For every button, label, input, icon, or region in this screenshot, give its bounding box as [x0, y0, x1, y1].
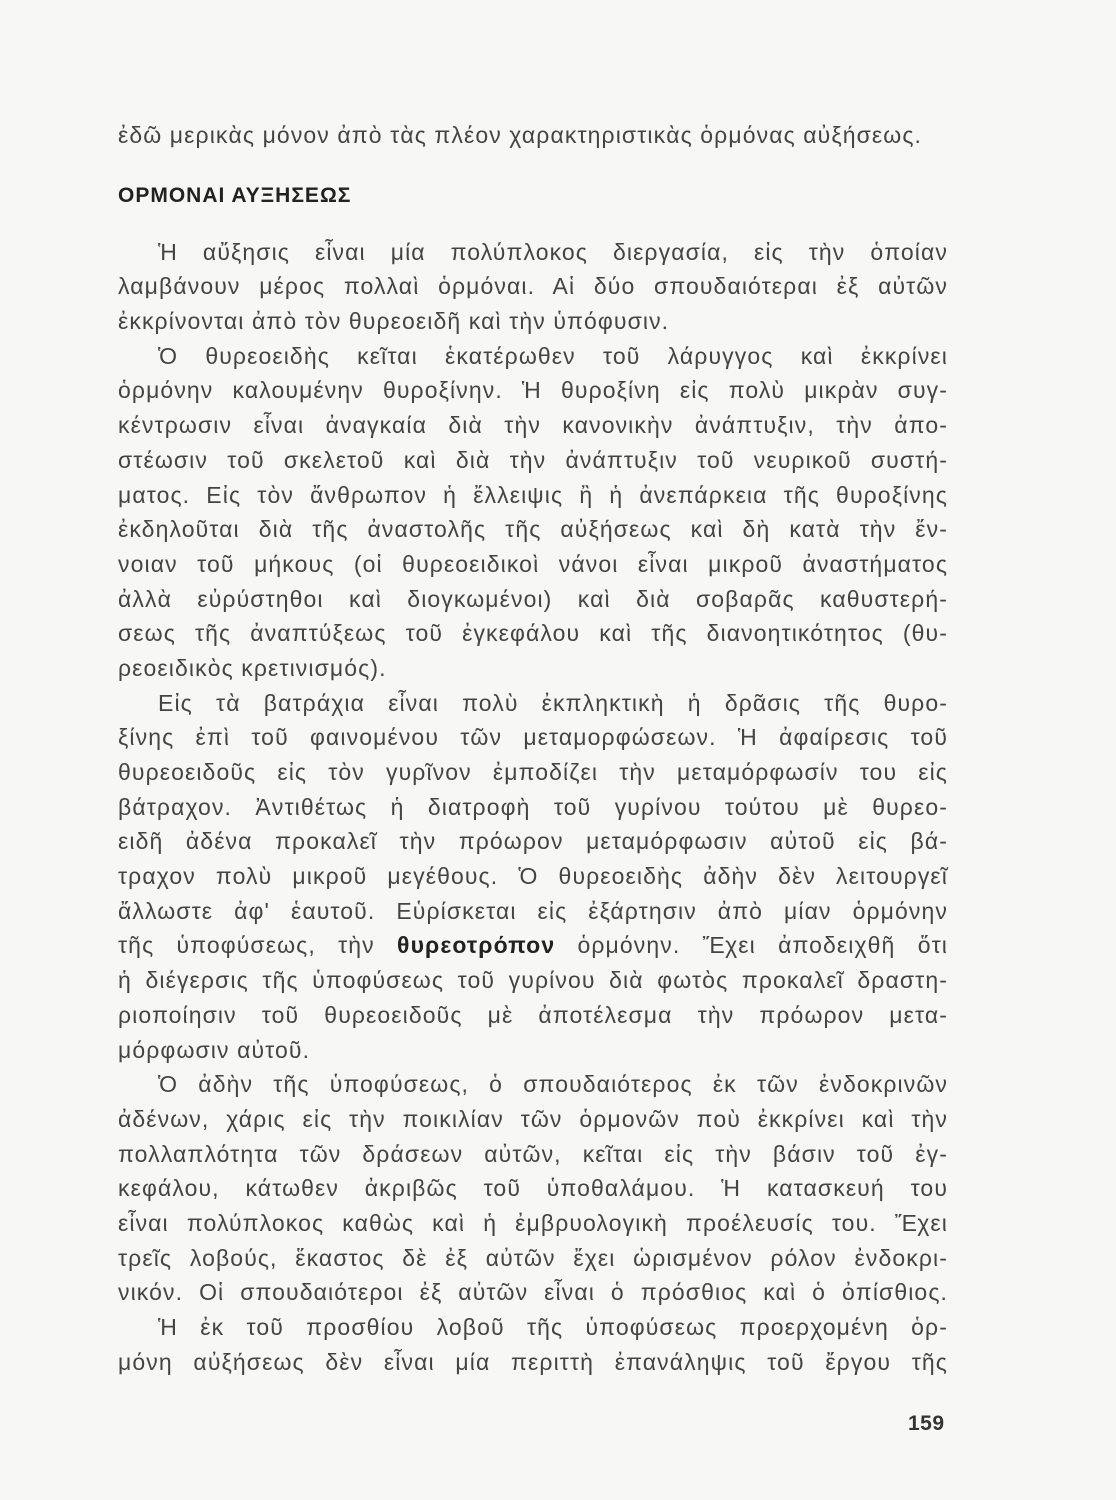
text-line: νικόν. Οἱ σπουδαιότεροι ἐξ αὐτῶν εἶναι ὁ πρόσθιος καὶ ὁ ὀπίσθιος. — [118, 1279, 948, 1306]
text-line: κέντρωσιν εἶναι ἀναγκαία διὰ τὴν κανονικὴν ἀνάπτυξιν, τὴν ἀπο- — [118, 412, 948, 439]
text-line: στέωσιν τοῦ σκελετοῦ καὶ διὰ τὴν ἀνάπτυξιν τοῦ νευρικοῦ συστή- — [118, 446, 948, 473]
text-line: λαμβάνουν μέρος πολλαὶ ὁρμόναι. Αἱ δύο σπουδαιότεραι ἐξ αὐτῶν — [118, 273, 948, 300]
page-number: 159 — [908, 1412, 945, 1435]
text-line: πολλαπλότητα τῶν δράσεων αὐτῶν, κεῖται εἰς τὴν βάσιν τοῦ ἐγ- — [118, 1140, 948, 1167]
text-line: κεφάλου, κάτωθεν ἀκριβῶς τοῦ ὑποθαλάμου. Ἡ κατασκευή του — [118, 1175, 948, 1202]
text-line: τραχον πολὺ μικροῦ μεγέθους. Ὁ θυρεοειδὴς ἀδὴν δὲν λειτουργεῖ — [118, 863, 948, 890]
spacer — [118, 153, 948, 179]
text-line: ἀδένων, χάρις εἰς τὴν ποικιλίαν τῶν ὁρμονῶν ποὺ ἐκκρίνει καὶ τὴν — [118, 1105, 948, 1132]
text-line: ὁρμόνην καλουμένην θυροξίνην. Ἡ θυροξίνη εἰς πολὺ μικρὰν συγ- — [118, 377, 948, 404]
text-line: ρεοειδικὸς κρετινισμός). — [118, 654, 387, 681]
text-line: ριοποίησιν τοῦ θυρεοειδοῦς μὲ ἀποτέλεσμα τὴν πρόωρον μετα- — [118, 1001, 948, 1028]
section-heading: ΟΡΜΟΝΑΙ ΑΥΞΗΣΕΩΣ — [118, 183, 352, 207]
text-line: ματος. Εἰς τὸν ἄνθρωπον ἡ ἔλλειψις ἢ ἡ ἀνεπάρκεια τῆς θυροξίνης — [118, 481, 948, 508]
bold-term: θυρεοτρόπον — [397, 932, 556, 959]
text-line: Ἡ ἐκ τοῦ προσθίου λοβοῦ τῆς ὑποφύσεως προερχομένη ὁρ- — [158, 1314, 948, 1340]
text-line: Εἰς τὰ βατράχια εἶναι πολὺ ἐκπληκτικὴ ἡ δρᾶσις τῆς θυρο- — [158, 689, 948, 716]
text-line: Ὁ θυρεοειδὴς κεῖται ἑκατέρωθεν τοῦ λάρυγγος καὶ ἐκκρίνει — [158, 342, 948, 369]
text-line: ἀλλὰ εὐρύστηθοι καὶ διογκωμένοι) καὶ διὰ σοβαρᾶς καθυστερή- — [118, 585, 948, 612]
text-line: εἶναι πολύπλοκος καθὼς καὶ ἡ ἐμβρυολογικὴ προέλευσίς του. Ἔχει — [118, 1209, 948, 1236]
text-line: ἐκκρίνονται ἀπὸ τὸν θυρεοειδῆ καὶ τὴν ὑπόφυσιν. — [118, 308, 670, 335]
text-line: ἐκδηλοῦται διὰ τῆς ἀναστολῆς τῆς αὐξήσεως καὶ δὴ κατὰ τὴν ἔν- — [118, 516, 948, 543]
text-line-with-bold — [118, 928, 948, 963]
text-line: ἄλλωστε ἀφ' ἑαυτοῦ. Εὑρίσκεται εἰς ἐξάρτησιν ἀπὸ μίαν ὁρμόνην — [118, 897, 948, 924]
text-line: ξίνης ἐπὶ τοῦ φαινομένου τῶν μεταμορφώσεων. Ἡ ἀφαίρεσις τοῦ — [118, 724, 948, 751]
text-line: μόρφωσιν αὐτοῦ. — [118, 1036, 311, 1063]
text-line: νοιαν τοῦ μήκους (οἱ θυρεοειδικοὶ νάνοι εἶναι μικροῦ ἀναστήματος — [118, 550, 948, 577]
text-fragment: τῆς ὑποφύσεως, τὴν — [118, 932, 398, 959]
text-line: βάτραχον. Ἀντιθέτως ἡ διατροφὴ τοῦ γυρίνου τούτου μὲ θυρεο- — [118, 793, 948, 820]
text-line: ἡ διέγερσις τῆς ὑποφύσεως τοῦ γυρίνου διὰ φωτὸς προκαλεῖ δραστη- — [118, 967, 948, 994]
text-line: Ἡ αὔξησις εἶναι μία πολύπλοκος διεργασία, εἰς τὴν ὁποίαν — [158, 238, 948, 265]
text-line: σεως τῆς ἀναπτύξεως τοῦ ἐγκεφάλου καὶ τῆς διανοητικότητος (θυ- — [118, 620, 948, 647]
text-fragment: ὁρμόνην. Ἔχει ἀποδειχθῆ ὅτι — [555, 932, 948, 959]
text-line: τρεῖς λοβούς, ἕκαστος δὲ ἐξ αὐτῶν ἔχει ὡρισμένον ρόλον ἐνδοκρι- — [118, 1244, 948, 1271]
text-line: ἐδῶ μερικὰς μόνον ἀπὸ τὰς πλέον χαρακτηριστικὰς ὁρμόνας αὐξήσεως. — [118, 122, 923, 148]
text-line: μόνη αὐξήσεως δὲν εἶναι μία περιττὴ ἐπανάληψις τοῦ ἔργου τῆς — [118, 1348, 948, 1375]
text-line: ειδῆ ἀδένα προκαλεῖ τὴν πρόωρον μεταμόρφωσιν αὐτοῦ εἰς βά- — [118, 828, 948, 855]
text-line: θυρεοειδοῦς εἰς τὸν γυρῖνον ἐμποδίζει τὴν μεταμόρφωσίν του εἰς — [118, 759, 948, 785]
page-text — [118, 118, 948, 1379]
text-line: Ὁ ἀδὴν τῆς ὑποφύσεως, ὁ σπουδαιότερος ἐκ τῶν ἐνδοκρινῶν — [158, 1071, 948, 1098]
